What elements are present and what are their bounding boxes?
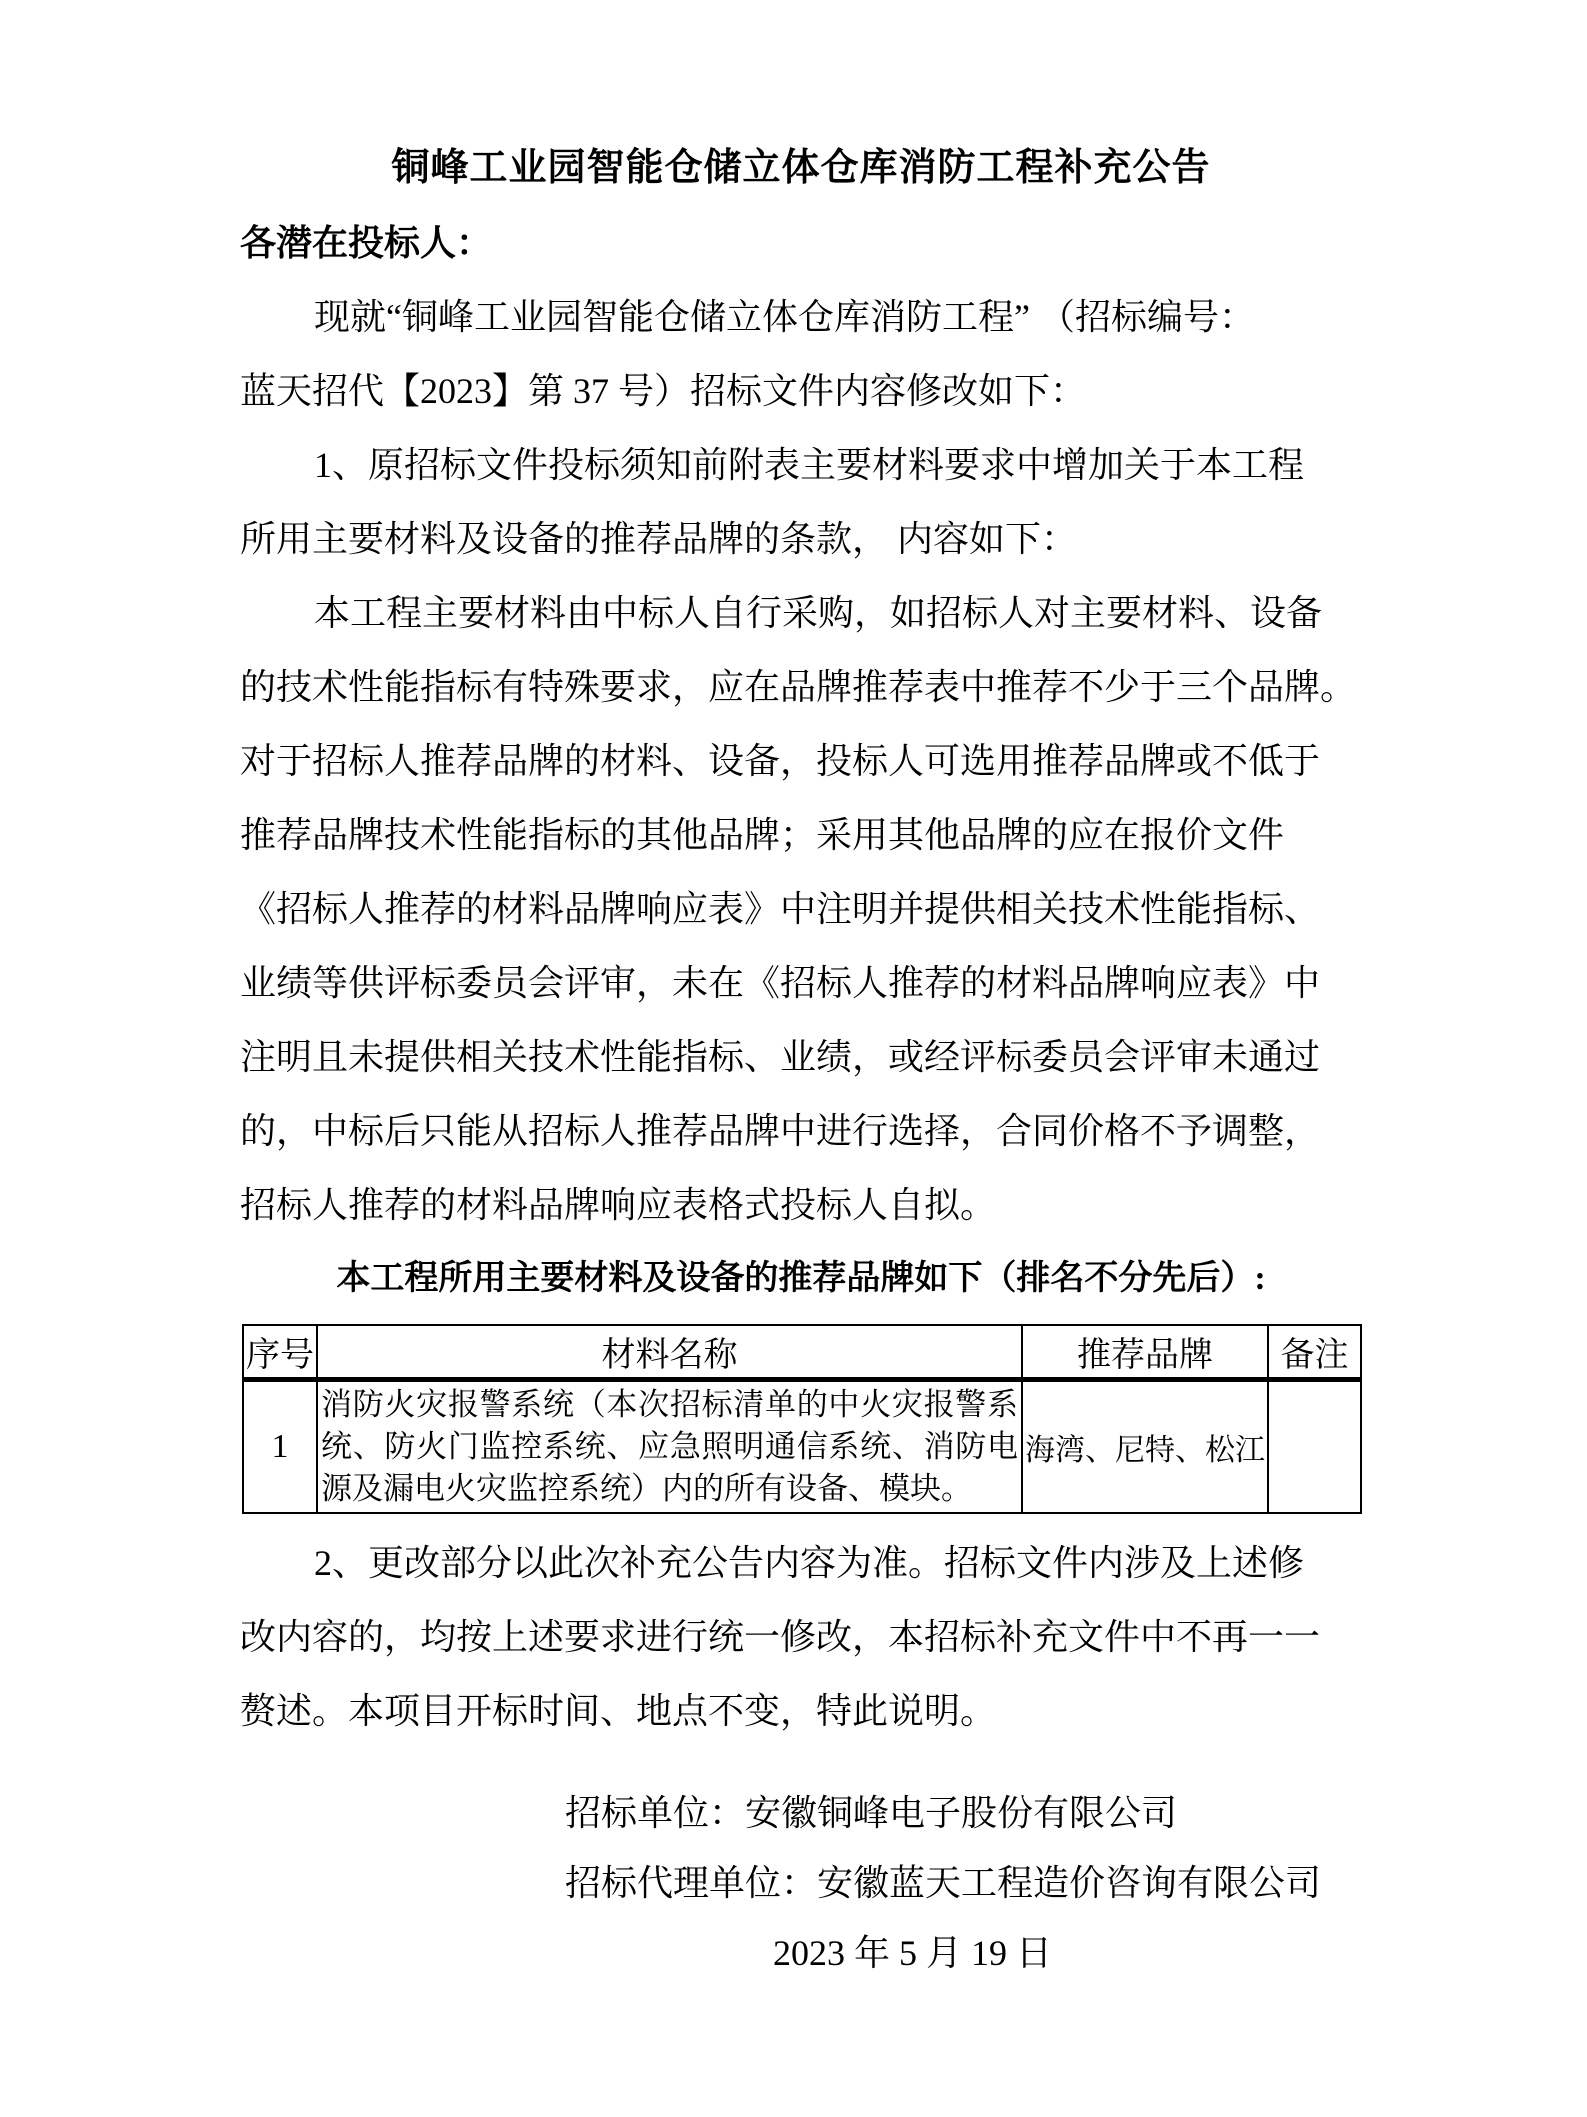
salutation-line: 各潜在投标人： [240,223,493,263]
para-line: 招标人推荐的材料品牌响应表格式投标人自拟。 [240,1185,997,1225]
col-header-brand: 推荐品牌 [1022,1325,1268,1380]
col-header-material: 材料名称 [317,1325,1022,1380]
doc-title: 铜峰工业园智能仓储立体仓库消防工程补充公告 [391,147,1211,189]
tenderer-line: 招标单位：安徽铜峰电子股份有限公司 [565,1793,1178,1833]
para-line: 赘述。本项目开标时间、地点不变，特此说明。 [240,1691,997,1731]
para-line: 1、原招标文件投标须知前附表主要材料要求中增加关于本工程 [314,445,1305,485]
para-line: 的技术性能指标有特殊要求，应在品牌推荐表中推荐不少于三个品牌。 [240,667,1357,707]
table-header-row [243,1325,1361,1380]
col-header-no: 序号 [243,1325,317,1380]
para-line: 注明且未提供相关技术性能指标、业绩，或经评标委员会评审未通过 [240,1037,1321,1077]
col-header-remark: 备注 [1268,1325,1361,1380]
remark-cell [1268,1380,1361,1514]
brand-cell: 海湾、尼特、松江 [1022,1380,1268,1514]
closing-paragraph [240,1526,1362,1748]
para-line: 所用主要材料及设备的推荐品牌的条款， 内容如下： [240,519,1078,559]
para-line: 本工程主要材料由中标人自行采购，如招标人对主要材料、设备 [314,593,1323,633]
row-no-cell: 1 [243,1380,317,1514]
para-line: 业绩等供评标委员会评审，未在《招标人推荐的材料品牌响应表》中 [240,963,1321,1003]
para-line: 改内容的，均按上述要求进行统一修改，本招标补充文件中不再一一 [240,1617,1321,1657]
para-line: 对于招标人推荐品牌的材料、设备，投标人可选用推荐品牌或不低于 [240,741,1321,781]
document-content [240,130,1362,1988]
date-line: 2023 年 5 月 19 日 [773,1933,1053,1973]
para-line: 的，中标后只能从招标人推荐品牌中进行选择，合同价格不予调整， [240,1111,1321,1151]
para-line: 蓝天招代【2023】第 37 号）招标文件内容修改如下： [240,371,1087,411]
agency-line: 招标代理单位：安徽蓝天工程造价咨询有限公司 [565,1863,1322,1903]
para-line: 推荐品牌技术性能指标的其他品牌；采用其他品牌的应在报价文件 [240,815,1285,855]
table-caption: 本工程所用主要材料及设备的推荐品牌如下（排名不分先后）: [336,1260,1266,1297]
para-line: 2、更改部分以此次补充公告内容为准。招标文件内涉及上述修 [314,1543,1305,1583]
table-row [243,1380,1361,1514]
para-line: 《招标人推荐的材料品牌响应表》中注明并提供相关技术性能指标、 [240,889,1321,929]
signature-block [240,1778,1362,1988]
para-line: 现就“铜峰工业园智能仓储立体仓库消防工程” （招标编号： [314,297,1255,337]
material-cell: 消防火灾报警系统（本次招标清单的中火灾报警系统、防火门监控系统、应急照明通信系统、消防电源及漏电火灾监控系统）内的所有设备、模块。 [317,1380,1022,1514]
recommended-brands-table [242,1324,1362,1514]
